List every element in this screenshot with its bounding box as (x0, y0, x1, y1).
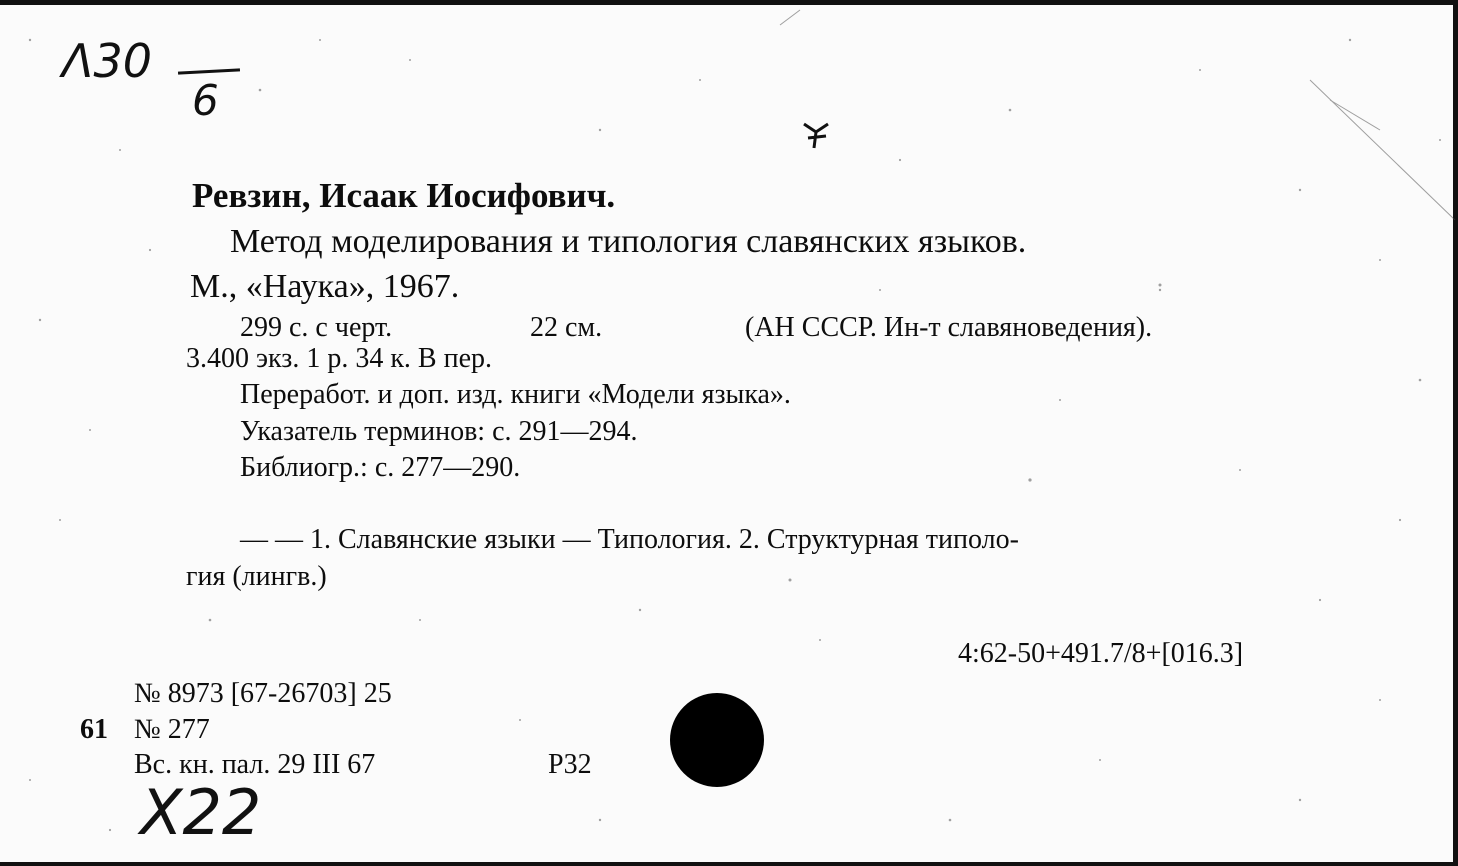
book-size: 22 см. (530, 312, 603, 343)
handwritten-check-mark-icon (800, 118, 834, 152)
series-statement: (АН СССР. Ин-т славяноведения). (745, 312, 1153, 343)
handwritten-bottom-mark: X22 (140, 776, 262, 849)
print-date: Вс. кн. пал. 29 III 67 (134, 749, 376, 780)
note-revised-edition: Переработ. и доп. изд. книги «Модели языка». (240, 379, 791, 410)
imprint-line: М., «Наука», 1967. (190, 268, 460, 305)
circulation-price: 3.400 экз. 1 р. 34 к. В пер. (186, 343, 493, 374)
classification-code: 4:62-50+491.7/8+[016.3] (958, 638, 1244, 669)
note-term-index: Указатель терминов: с. 291—294. (240, 416, 638, 447)
subject-headings-line2: гия (лингв.) (186, 561, 327, 592)
card-punch-hole (670, 693, 764, 787)
issue-prefix: 61 (80, 714, 108, 745)
note-bibliography: Библиогр.: с. 277—290. (240, 452, 521, 483)
book-title: Метод моделирования и типология славянских языков. (230, 223, 1027, 260)
record-number: № 8973 [67-26703] 25 (134, 678, 392, 709)
handwritten-shelfmark-main: Λ30 (62, 34, 153, 88)
author-heading: Ревзин, Исаак Иосифович. (192, 176, 616, 215)
issue-number: № 277 (134, 714, 210, 745)
pages-description: 299 с. с черт. (240, 312, 393, 343)
subject-headings-line1: — — 1. Славянские языки — Типология. 2. Структурная типоло- (240, 524, 1019, 555)
print-code: Р32 (548, 749, 592, 780)
handwritten-shelfmark-sub: 6 (192, 76, 219, 125)
